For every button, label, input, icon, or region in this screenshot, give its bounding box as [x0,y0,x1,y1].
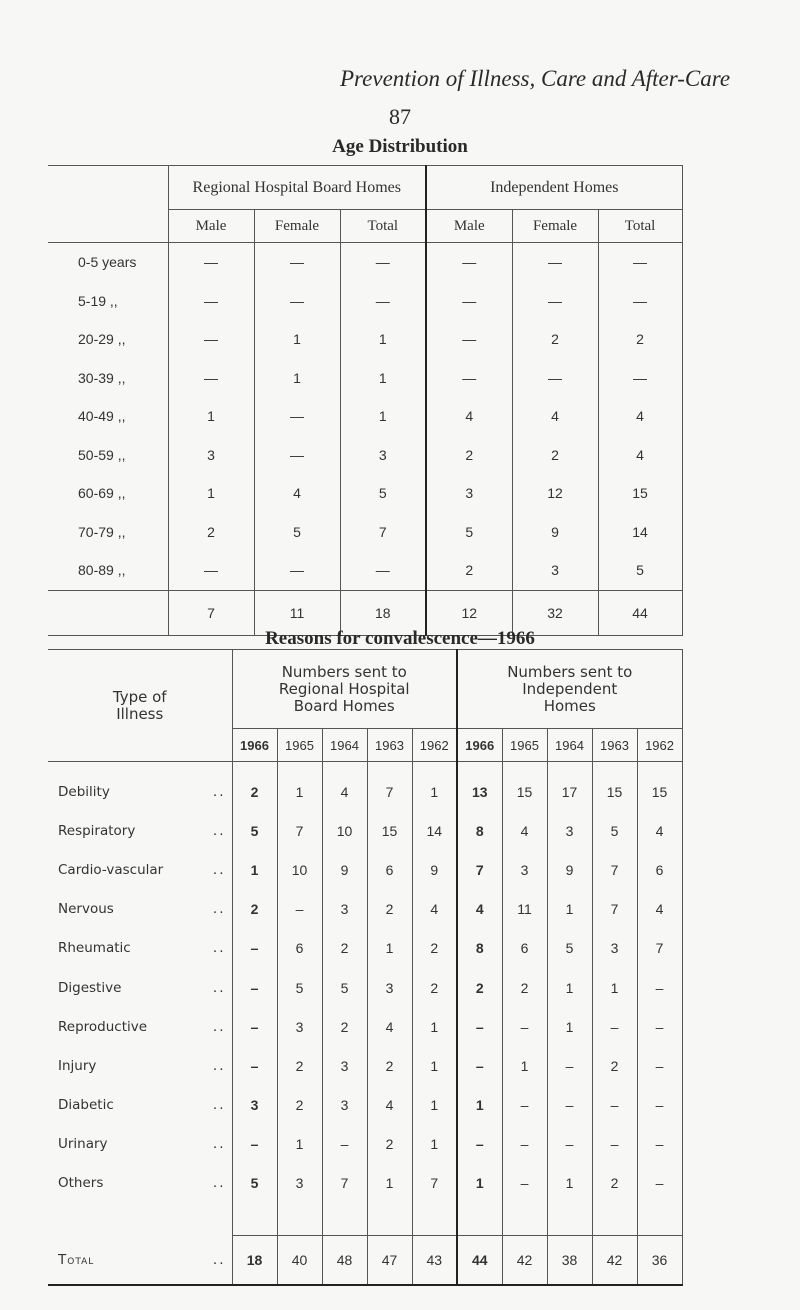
table-cell: — [598,359,682,398]
illness-label: .. Cardio-vascular [58,861,226,878]
table-cell: 3 [277,1007,322,1046]
table-cell: 11 [502,890,547,929]
table-cell: — [426,320,512,359]
table-cell: 2 [598,320,682,359]
table-cell: — [168,243,254,282]
table-cell: 6 [277,929,322,968]
table-cell: 2 [412,929,457,968]
table-cell: – [637,1164,682,1203]
total-cell: 11 [254,590,340,635]
table-cell: 2 [412,968,457,1007]
table-cell: 7 [592,890,637,929]
table-cell: 9 [512,513,598,552]
total-cell: 38 [547,1236,592,1286]
table-cell: 5 [598,551,682,590]
year-header: 1962 [637,729,682,762]
table-cell: 4 [367,1007,412,1046]
age-label: 50-59 ,, [78,446,126,463]
age-distribution-table [48,165,683,636]
year-header: 1965 [502,729,547,762]
col-header: Male [168,210,254,243]
table-cell: 1 [367,929,412,968]
table-cell: — [340,282,426,321]
total-cell: 40 [277,1236,322,1286]
table-cell: 7 [367,762,412,812]
age-label: 70-79 ,, [78,523,126,540]
corner-cell [48,166,168,210]
illness-label: .. Rheumatic [58,940,226,957]
table-cell: 3 [277,1164,322,1203]
table-cell: 2 [502,968,547,1007]
table-cell: — [168,359,254,398]
table-cell: – [457,1125,502,1164]
total-cell: 47 [367,1236,412,1286]
table-cell: – [232,968,277,1007]
table-cell: 2 [322,1007,367,1046]
col-header: Female [512,210,598,243]
table-cell: 5 [232,811,277,850]
table-cell: 3 [547,811,592,850]
total-cell: 36 [637,1236,682,1286]
table-cell: 1 [254,320,340,359]
table-cell: 2 [592,1164,637,1203]
table-cell: 1 [168,397,254,436]
totals-row [48,1236,682,1286]
table-cell: – [547,1125,592,1164]
illness-label: .. Urinary [58,1136,226,1153]
table-cell: – [232,1046,277,1085]
table-cell: 7 [340,513,426,552]
table-cell: 3 [322,1086,367,1125]
table-cell: 14 [598,513,682,552]
table-row [48,1125,682,1164]
table-cell: — [340,551,426,590]
table-cell: – [637,1046,682,1085]
table-cell: 1 [547,1164,592,1203]
table-cell: 1 [592,968,637,1007]
age-label: 60-69 ,, [78,485,126,502]
table-cell: 4 [598,397,682,436]
table-row [48,1164,682,1203]
year-header: 1964 [547,729,592,762]
table-row [48,890,682,929]
illness-label: .. Debility [58,783,226,800]
group-header-independent: Numbers sent to Independent Homes [457,650,682,729]
table-cell: 3 [512,551,598,590]
year-header: 1966 [457,729,502,762]
table-cell: – [592,1086,637,1125]
illness-label: .. Digestive [58,979,226,996]
total-cell: 42 [592,1236,637,1286]
year-header: 1963 [592,729,637,762]
table-cell: 1 [547,890,592,929]
table-row [48,282,682,321]
table-cell: – [502,1125,547,1164]
table-row [48,551,682,590]
table-cell: – [637,1086,682,1125]
table-cell: 3 [426,474,512,513]
table-row [48,811,682,850]
table-cell: 1 [412,1046,457,1085]
table-cell: 2 [592,1046,637,1085]
table-cell: 7 [457,850,502,889]
table-row [48,359,682,398]
table-cell: 7 [637,929,682,968]
table-cell: 6 [637,850,682,889]
age-label: 80-89 ,, [78,562,126,579]
table-cell: – [502,1164,547,1203]
table-cell: — [254,436,340,475]
table-cell: 1 [502,1046,547,1085]
table-cell: 3 [322,890,367,929]
table-cell: 5 [426,513,512,552]
table-cell: 1 [457,1086,502,1125]
table-cell: 7 [322,1164,367,1203]
table-cell: — [254,282,340,321]
illness-label: .. Respiratory [58,822,226,839]
table-cell: 4 [367,1086,412,1125]
table-cell: — [512,243,598,282]
table-cell: 2 [426,551,512,590]
table-cell: 1 [547,968,592,1007]
table-cell: 4 [412,890,457,929]
table-cell: 1 [457,1164,502,1203]
table-cell: – [232,1125,277,1164]
table-row [48,243,682,282]
table-cell: 4 [512,397,598,436]
table-cell: 9 [547,850,592,889]
table-row [48,1007,682,1046]
table-cell: 15 [592,762,637,812]
group-header-regional: Numbers sent to Regional Hospital Board Homes [232,650,457,729]
table-cell: 1 [412,1125,457,1164]
table-cell: – [502,1086,547,1125]
table-cell: 12 [512,474,598,513]
table-cell: — [340,243,426,282]
table-cell: 3 [168,436,254,475]
table-cell: 15 [598,474,682,513]
table-cell: 1 [547,1007,592,1046]
table-cell: 2 [512,436,598,475]
total-label: .. Total [58,1251,226,1268]
table-cell: 5 [547,929,592,968]
table-row [48,320,682,359]
table-cell: 4 [426,397,512,436]
table-cell: – [547,1086,592,1125]
table-cell: 2 [168,513,254,552]
table-cell: – [277,890,322,929]
total-cell: 32 [512,590,598,635]
table-cell: 1 [277,1125,322,1164]
table-cell: 6 [502,929,547,968]
table-cell: 1 [367,1164,412,1203]
table-cell: 15 [502,762,547,812]
table-cell: — [598,282,682,321]
total-cell: 44 [457,1236,502,1286]
table-cell: 1 [340,397,426,436]
table-cell: 2 [277,1086,322,1125]
age-label: 40-49 ,, [78,408,126,425]
table-cell: — [254,551,340,590]
table-cell: 3 [232,1086,277,1125]
table-cell: 4 [637,811,682,850]
table-cell: 2 [277,1046,322,1085]
table-cell: 5 [254,513,340,552]
table-cell: 3 [367,968,412,1007]
table-cell: 7 [277,811,322,850]
table-cell: 2 [232,762,277,812]
table-cell: 2 [367,1125,412,1164]
col-header: Total [340,210,426,243]
age-label: 20-29 ,, [78,331,126,348]
table-cell: — [168,551,254,590]
table-cell: 2 [512,320,598,359]
table-cell: – [322,1125,367,1164]
total-cell: 18 [232,1236,277,1286]
table-cell: 6 [367,850,412,889]
table-cell: 5 [277,968,322,1007]
table-cell: 15 [637,762,682,812]
table-cell: — [598,243,682,282]
table-cell: 3 [592,929,637,968]
table-cell: 5 [232,1164,277,1203]
age-label: 0-5 years [78,254,137,271]
table-cell: — [426,243,512,282]
table-cell: 2 [367,1046,412,1085]
age-label: 5-19 ,, [78,292,118,309]
table-cell: 4 [598,436,682,475]
table-cell: – [457,1046,502,1085]
total-cell: 43 [412,1236,457,1286]
table-row [48,762,682,812]
total-cell: 42 [502,1236,547,1286]
table-cell: 2 [367,890,412,929]
illness-label: .. Diabetic [58,1097,226,1114]
table-row [48,929,682,968]
table-cell: 1 [412,1086,457,1125]
col-header: Male [426,210,512,243]
col-header: Female [254,210,340,243]
table-cell: – [637,1125,682,1164]
total-cell: 12 [426,590,512,635]
table-cell: – [592,1125,637,1164]
table-cell: 4 [457,890,502,929]
running-title: Prevention of Illness, Care and After-Care [340,66,731,91]
table-cell: — [512,282,598,321]
table-cell: 1 [412,1007,457,1046]
illness-label: .. Nervous [58,901,226,918]
table-cell: 4 [254,474,340,513]
page-number: 87 [389,104,411,129]
table-cell: – [637,1007,682,1046]
table-cell: 3 [502,850,547,889]
table-cell: 8 [457,929,502,968]
table-row [48,1086,682,1125]
table-cell: 10 [277,850,322,889]
table-cell: 1 [340,359,426,398]
group-header-independent: Independent Homes [426,166,682,210]
table-cell: 1 [412,762,457,812]
table-cell: – [232,929,277,968]
table-cell: 1 [254,359,340,398]
table-cell: 5 [322,968,367,1007]
table-cell: — [254,243,340,282]
table-row [48,1046,682,1085]
table-cell: 3 [322,1046,367,1085]
table-cell: 9 [412,850,457,889]
table-cell: 10 [322,811,367,850]
table-cell: 1 [168,474,254,513]
table-cell: – [637,968,682,1007]
table-cell: – [457,1007,502,1046]
age-label: 30-39 ,, [78,369,126,386]
table-cell: — [426,282,512,321]
illness-label: .. Injury [58,1057,226,1074]
table-cell: — [168,320,254,359]
table-cell: – [592,1007,637,1046]
year-header: 1965 [277,729,322,762]
total-cell: 48 [322,1236,367,1286]
year-header: 1963 [367,729,412,762]
table-cell: 9 [322,850,367,889]
table-cell: 7 [412,1164,457,1203]
table-row [48,850,682,889]
table-row [48,397,682,436]
table-cell: – [502,1007,547,1046]
year-header: 1964 [322,729,367,762]
year-header: 1962 [412,729,457,762]
table-cell: 5 [340,474,426,513]
col-header: Total [598,210,682,243]
table-cell: 1 [277,762,322,812]
total-cell: 18 [340,590,426,635]
table-cell: – [547,1046,592,1085]
table-row [48,968,682,1007]
type-of-illness-header: Type of Illness [48,650,232,762]
table-cell: 2 [322,929,367,968]
table-cell: 8 [457,811,502,850]
illness-label: .. Reproductive [58,1018,226,1035]
table-cell: — [512,359,598,398]
table-cell: 7 [592,850,637,889]
table-cell: — [254,397,340,436]
table-cell: 17 [547,762,592,812]
table-cell: — [168,282,254,321]
illness-label: .. Others [58,1175,226,1192]
table-cell: 1 [340,320,426,359]
table-cell: – [232,1007,277,1046]
convalescence-title: Reasons for convalescence—1966 [265,628,535,649]
total-cell: 44 [598,590,682,635]
table-cell: 13 [457,762,502,812]
total-cell: 7 [168,590,254,635]
convalescence-table [48,649,683,1286]
table-cell: 1 [232,850,277,889]
table-cell: 2 [232,890,277,929]
age-distribution-title: Age Distribution [332,136,468,157]
table-cell: 2 [426,436,512,475]
table-row [48,436,682,475]
table-cell: 4 [322,762,367,812]
table-cell: 3 [340,436,426,475]
table-row [48,474,682,513]
table-cell: 4 [502,811,547,850]
table-cell: 15 [367,811,412,850]
table-cell: — [426,359,512,398]
table-cell: 4 [637,890,682,929]
table-row [48,513,682,552]
group-header-regional: Regional Hospital Board Homes [168,166,426,210]
year-header: 1966 [232,729,277,762]
table-cell: 14 [412,811,457,850]
table-cell: 2 [457,968,502,1007]
table-cell: 5 [592,811,637,850]
